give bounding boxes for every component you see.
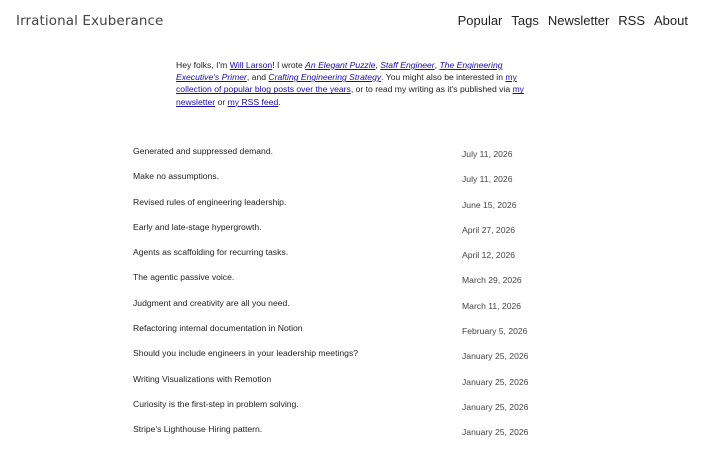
- post-title-link[interactable]: Make no assumptions.: [133, 171, 219, 182]
- book-title: Crafting Engineering Strategy: [268, 72, 382, 83]
- post-title-link[interactable]: Agents as scaffolding for recurring tasks.: [133, 247, 289, 258]
- post-title-link[interactable]: Writing Visualizations with Remotion: [133, 373, 272, 384]
- intro-text: Hey folks, I'm: [176, 60, 230, 70]
- nav-popular[interactable]: Popular: [457, 13, 503, 28]
- post-date: January 25, 2026: [462, 427, 529, 438]
- post-item: [133, 347, 553, 372]
- nav-rss[interactable]: RSS: [618, 13, 646, 28]
- main-nav: [458, 13, 688, 28]
- post-item: [133, 246, 553, 271]
- post-date: January 25, 2026: [462, 376, 529, 387]
- book-link-elegant-puzzle[interactable]: [305, 60, 375, 70]
- post-title-link[interactable]: Should you include engineers in your leadership meetings?: [133, 348, 359, 359]
- site-title[interactable]: Irrational Exuberance: [16, 13, 164, 29]
- nav-about[interactable]: About: [654, 13, 688, 28]
- post-date: July 11, 2026: [462, 174, 513, 185]
- post-list: [133, 145, 553, 449]
- book-link-crafting-strategy[interactable]: [268, 72, 381, 82]
- intro-text: ! I wrote: [272, 60, 306, 70]
- intro-text: , and: [246, 72, 269, 83]
- intro-text: . You might also be interested in: [381, 72, 506, 83]
- post-item: [133, 271, 553, 296]
- post-title-link[interactable]: Refactoring internal documentation in Notion: [133, 323, 303, 334]
- newsletter-link[interactable]: my newsletter: [176, 84, 524, 107]
- nav-newsletter[interactable]: Newsletter: [547, 13, 610, 28]
- intro-text: ,: [434, 60, 440, 70]
- post-item: [133, 398, 553, 423]
- post-item: [133, 145, 553, 170]
- post-date: April 12, 2026: [462, 250, 516, 261]
- nav-tags[interactable]: Tags: [511, 13, 539, 28]
- post-item: [133, 373, 553, 398]
- rss-feed-link[interactable]: my RSS feed: [227, 96, 279, 107]
- intro-text: .: [278, 96, 281, 107]
- intro-text: or: [215, 96, 228, 107]
- post-item: [133, 423, 553, 448]
- post-date: July 11, 2026: [462, 149, 513, 159]
- post-title-link[interactable]: The agentic passive voice.: [133, 272, 235, 283]
- book-link-staff-engineer[interactable]: [380, 60, 434, 70]
- post-title-link[interactable]: Early and late-stage hypergrowth.: [133, 221, 262, 232]
- post-title-link[interactable]: Revised rules of engineering leadership.: [133, 196, 287, 207]
- post-item: [133, 221, 553, 246]
- intro-text: , or to read my writing as it's published via: [350, 84, 513, 95]
- post-title-link[interactable]: Generated and suppressed demand.: [133, 146, 273, 156]
- book-title: The Engineering Executive's Primer: [176, 60, 503, 83]
- post-item: [133, 322, 553, 347]
- post-date: March 11, 2026: [462, 300, 522, 311]
- book-title: An Elegant Puzzle: [305, 60, 376, 70]
- intro-paragraph: [176, 59, 548, 108]
- post-date: June 15, 2026: [462, 199, 517, 210]
- post-title-link[interactable]: Stripe's Lighthouse Hiring pattern.: [133, 424, 263, 435]
- post-date: February 5, 2026: [462, 326, 528, 337]
- book-title: Staff Engineer: [380, 60, 435, 70]
- author-link[interactable]: Will Larson: [229, 60, 273, 70]
- popular-posts-link[interactable]: my collection of popular blog posts over the years: [176, 72, 517, 95]
- intro-text: ,: [375, 60, 381, 70]
- post-item: [133, 196, 553, 221]
- post-date: April 27, 2026: [462, 224, 516, 235]
- post-title-link[interactable]: Judgment and creativity are all you need.: [133, 297, 290, 308]
- post-item: [133, 170, 553, 195]
- post-date: January 25, 2026: [462, 401, 529, 412]
- post-date: January 25, 2026: [462, 351, 529, 362]
- post-item: [133, 297, 553, 322]
- post-title-link[interactable]: Curiosity is the first-step in problem solving.: [133, 398, 299, 409]
- post-date: March 29, 2026: [462, 275, 522, 286]
